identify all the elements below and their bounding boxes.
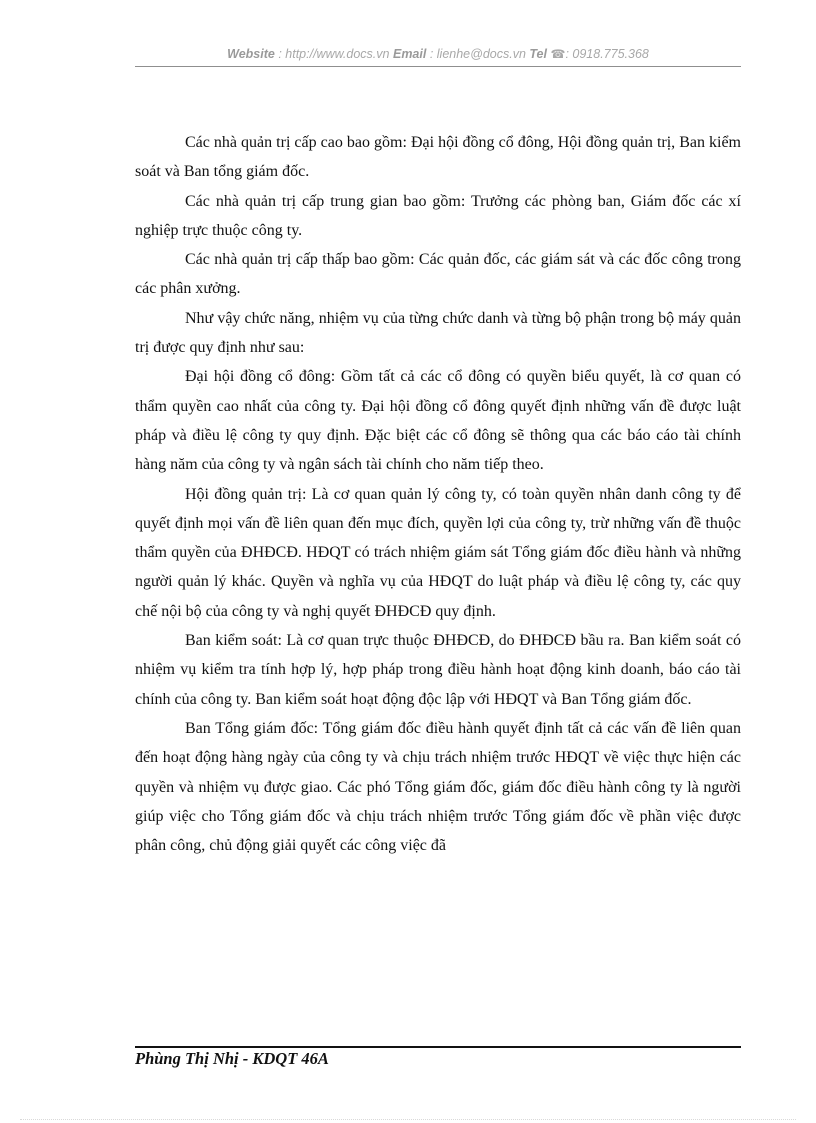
paragraph: Như vậy chức năng, nhiệm vụ của từng chức danh và từng bộ phận trong bộ máy quản trị được quy định như sau: [135,309,741,357]
email-label: Email [392,47,427,61]
paragraph: Ban kiểm soát: Là cơ quan trực thuộc ĐHĐCĐ, do ĐHĐCĐ bầu ra. Ban kiểm soát có nhiệm vụ kiểm tra tính hợp lý, hợp pháp trong điều hành hoạt động kinh doanh, báo cáo tài chính của công ty. Ban kiểm soát hoạt động độc lập với HĐQT và Ban Tổng giám đốc. [135,632,741,708]
phone-icon: ☎ [550,47,566,61]
website-url: : http://www.docs.vn [278,47,390,61]
paragraph: Hội đồng quản trị: Là cơ quan quản lý công ty, có toàn quyền nhân danh công ty để quyết định mọi vấn đề liên quan đến mục đích, quyền lợi của công ty, trừ những vấn đề thuộc thẩm quyền của ĐHĐCĐ. HĐQT có trách nhiệm giám sát Tổng giám đốc điều hành và những người quản lý khác. Quyền và nghĩa vụ của HĐQT do luật pháp và điều lệ công ty, các quy chế nội bộ của công ty và nghị quyết ĐHĐCĐ quy định. [135,485,741,620]
paragraph: Các nhà quản trị cấp trung gian bao gồm: Trưởng các phòng ban, Giám đốc các xí nghiệp trực thuộc công ty. [135,192,741,239]
paragraph: Các nhà quản trị cấp cao bao gồm: Đại hội đồng cổ đông, Hội đồng quản trị, Ban kiểm soát và Ban tổng giám đốc. [135,134,741,181]
tel-number: : 0918.775.368 [565,47,649,61]
page-header [135,47,741,61]
footer-divider [135,1046,741,1048]
footer-author: Phùng Thị Nhị - KDQT 46A [135,1049,329,1068]
paragraph: Đại hội đồng cổ đông: Gồm tất cả các cổ đông có quyền biểu quyết, là cơ quan có thẩm quyền cao nhất của công ty. Đại hội đồng cổ đông quyết định những vấn đề được luật pháp và điều lệ công ty quy định. Đặc biệt các cổ đông sẽ thông qua các báo cáo tài chính hàng năm của công ty và ngân sách tài chính cho năm tiếp theo. [135,368,741,474]
page-edge [20,1119,796,1120]
tel-label: Tel [529,47,547,61]
email-address: : lienhe@docs.vn [429,47,526,61]
paragraph: Ban Tổng giám đốc: Tổng giám đốc điều hành quyết định tất cả các vấn đề liên quan đến hoạt động hàng ngày của công ty và chịu trách nhiệm trước HĐQT về việc thực hiện các quyền và nhiệm vụ được giao. Các phó Tổng giám đốc, giám đốc điều hành công ty là người giúp việc cho Tổng giám đốc và chịu trách nhiệm trước Tổng giám đốc về phần việc được phân công, chủ động giải quyết các công việc đã [135,719,741,855]
document-body [135,128,741,860]
header-divider [135,66,741,67]
website-label: Website [227,47,275,61]
paragraph: Các nhà quản trị cấp thấp bao gồm: Các quản đốc, các giám sát và các đốc công trong các phân xưởng. [135,251,741,298]
